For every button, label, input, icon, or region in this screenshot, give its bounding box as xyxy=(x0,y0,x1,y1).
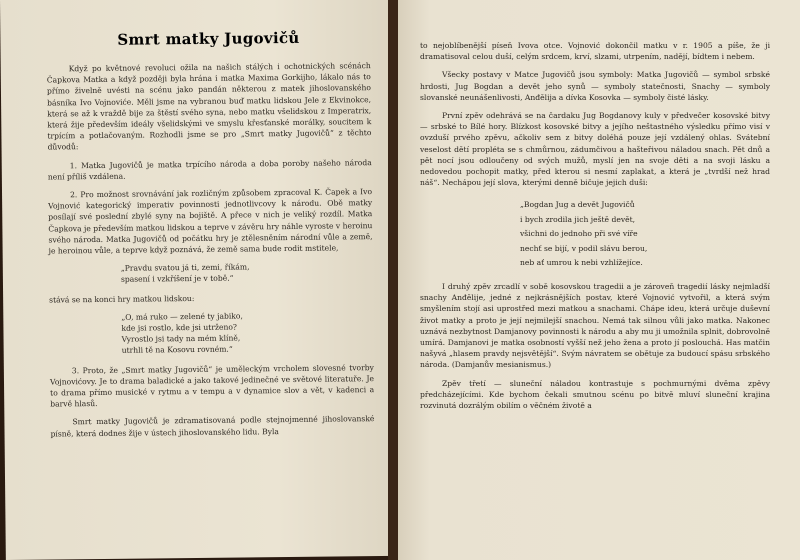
verse-quote-3 xyxy=(520,198,770,271)
verse-line: nechť se bijí, v podil slávu berou, xyxy=(520,243,648,253)
verse-quote-2 xyxy=(121,309,373,356)
paragraph-transition: stává se na konci hry matkou lidskou: xyxy=(49,293,195,305)
verse-line: „Pravdu svatou já ti, zemi, říkám, xyxy=(120,262,250,273)
paragraph-reason-2: 2. Pro možnost srovnávání jak rozličným způsobem zpracoval K. Čapek a Ivo Vojnović kategorický imperativ povinnosti jednotlivcovy k národu. Obě matky posílají své poslední zbylé syny na bojiště. A přece v nich je veliký rozdíl. Matka Čapkova je především matkou lidskou a teprve v závěru hry náhle vyroste v heroinu svého národa. Matka Jugovičů od počátku hry je ztělesněním národní vůle a země, je heroinou vůle, a teprve když poznává, že země sama bude rodit mstitele, xyxy=(48,187,373,256)
verse-line: Vyrostlo jsi tady na mém klíně, xyxy=(121,333,241,345)
paragraph-reason-1: 1. Matka Jugovičů je matka trpícího národa a doba poroby našeho národa není příliš vzdálena. xyxy=(47,157,372,182)
left-page xyxy=(0,0,396,560)
paragraph-symbols: Všecky postavy v Matce Jugovičů jsou symboly: Matka Jugovičů — symbol srbské hrdosti, Jug Bogdan a devět jeho synů — symboly statečnosti, Snachy — symboly slovanské neunášenlivosti, Anđělija a dívka Kosovka — symboly čisté lásky. xyxy=(420,70,770,102)
verse-line: utrhli tě na Kosovu rovném.“ xyxy=(121,345,233,356)
verse-line: neb ať umrou k nebi vzhlížejíce. xyxy=(520,258,643,268)
verse-line: spasení i vzkříšení je v tobě.“ xyxy=(120,274,234,285)
paragraph-first-song: První zpěv odehrává se na čardaku Jug Bogdanovy kuly v předvečer kosovské bitvy — srbské to Bílé hory. Blízkost kosovské bitvy a jejího neštastného výsledku přímo visí v ovzduší prvého zpěvu, ačkoliv sem z bitvy doléhá pouze její vzdálený ohlas. Svátební veselost dětí propléta se s chmůrnou, zádumčivou a hašteřivou náladou snach. Pět dnů a pět nocí jsou odloučeny od svých mužů, myslí jen na svoje děti a na svoji lásku a nedovedou pochopit matky, před kterou si nesmí zaplakat, a která je „tvrdší než hrad náš“. Nechápou její slova, kterými denně bičuje jejich duši: xyxy=(420,111,770,188)
verse-quote-1 xyxy=(121,260,373,285)
paragraph-origin: Smrt matky Jugovičů je zdramatisovaná podle stejnojmenné jihoslovanské písně, která dodnes žije v ústech jihoslovanského lidu. Byla xyxy=(50,414,375,439)
verse-line: všichni do jednoho při své víře xyxy=(520,229,638,239)
verse-line: „Bogdan Jug a devět Jugovičů xyxy=(520,200,635,210)
paragraph-reason-3: 3. Proto, že „Smrt matky Jugovičů“ je uměleckým vrcholem slovesné tvorby Vojnovićovy. Je to drama baladické a jako takové jedinečné ve světové literatuře. Je to drama přímo musické v rytmu a v tempu a v dynamice slov a vět, v kadenci a barvě hlasů. xyxy=(49,362,375,409)
page-title: Smrt matky Jugovičů xyxy=(117,28,300,49)
verse-line: „O, má ruko — zelené ty jabiko, xyxy=(121,311,243,322)
right-page xyxy=(398,0,800,560)
paragraph-continuation: to nejoblíbenější píseň Ivova otce. Vojnović dokončil matku v r. 1905 a píše, že ji dramatisoval celou duší, celým srdcem, krví, slzami, utrpením, nadějí, bídtem i nebem. xyxy=(420,41,770,62)
paragraph-intro: Když po květnové revoluci ožila na našich stálých i ochotnických scénách Čapkova Matka a když později byla hrána i matka Maxima Gorkijho, lákalo nás to přímo živelně uvésti na scénu jako pandán některou z matek jihoslovanského básníka Ivo Vojnoviće. Měli jsme na vybranou buď matku lidskou Jele z Ekvinokce, která se až k vraždě bije za štěstí svého syna, nebo matku všelidskou z Imperatrix, která žije především ideály všelidskými ve smyslu křesťanské morálky, soucitem k trpícím a potlačovaným. Rozhodli jsme se pro „Smrt matky Jugovičů“ z těchto důvodů: xyxy=(46,61,372,152)
paragraph-second-song: I druhý zpěv zrcadlí v sobě kosovskou tragedii a je zároveň tragedií lásky nejmladší snachy Anđělije, jedné z nejkrásnějších postav, které Vojnović vytvořil, a která svým smyšlením stojí asi uprostřed mezi matkou a snachami. Chápe ideu, která určuje duševní život matky a proto je její nejmilejší snachou. Nemá tak silnou vůli jako matka. Nakonec uznává nezbytnost Damjanovy povinnosti k národu a aby mu ji umožnila splnit, dobrovolně umírá. Damjanovi je matka osobností vyšší než jeho žena a proto jí poslouchá. Has matčin našyvá „hlasem pravdy nejsvětější“. Svým návratem se obětuje za budoucí spásu srbského národa. (Damjanův mesianismus.) xyxy=(420,281,770,370)
paragraph-third-song: Zpěv třetí — sluneční náladou kontrastuje s pochmurnými dvěma zpěvy předcházejícími. Kde bychom čekali smutnou scénu po bitvě mluví sluneční krajina rozvinutá dozrálým obilím o věčném životě a xyxy=(420,378,770,410)
verse-line: i bych zrodila jich ještě devět, xyxy=(520,214,636,224)
verse-line: kde jsi rostlo, kde jsi utrženo? xyxy=(121,322,238,333)
